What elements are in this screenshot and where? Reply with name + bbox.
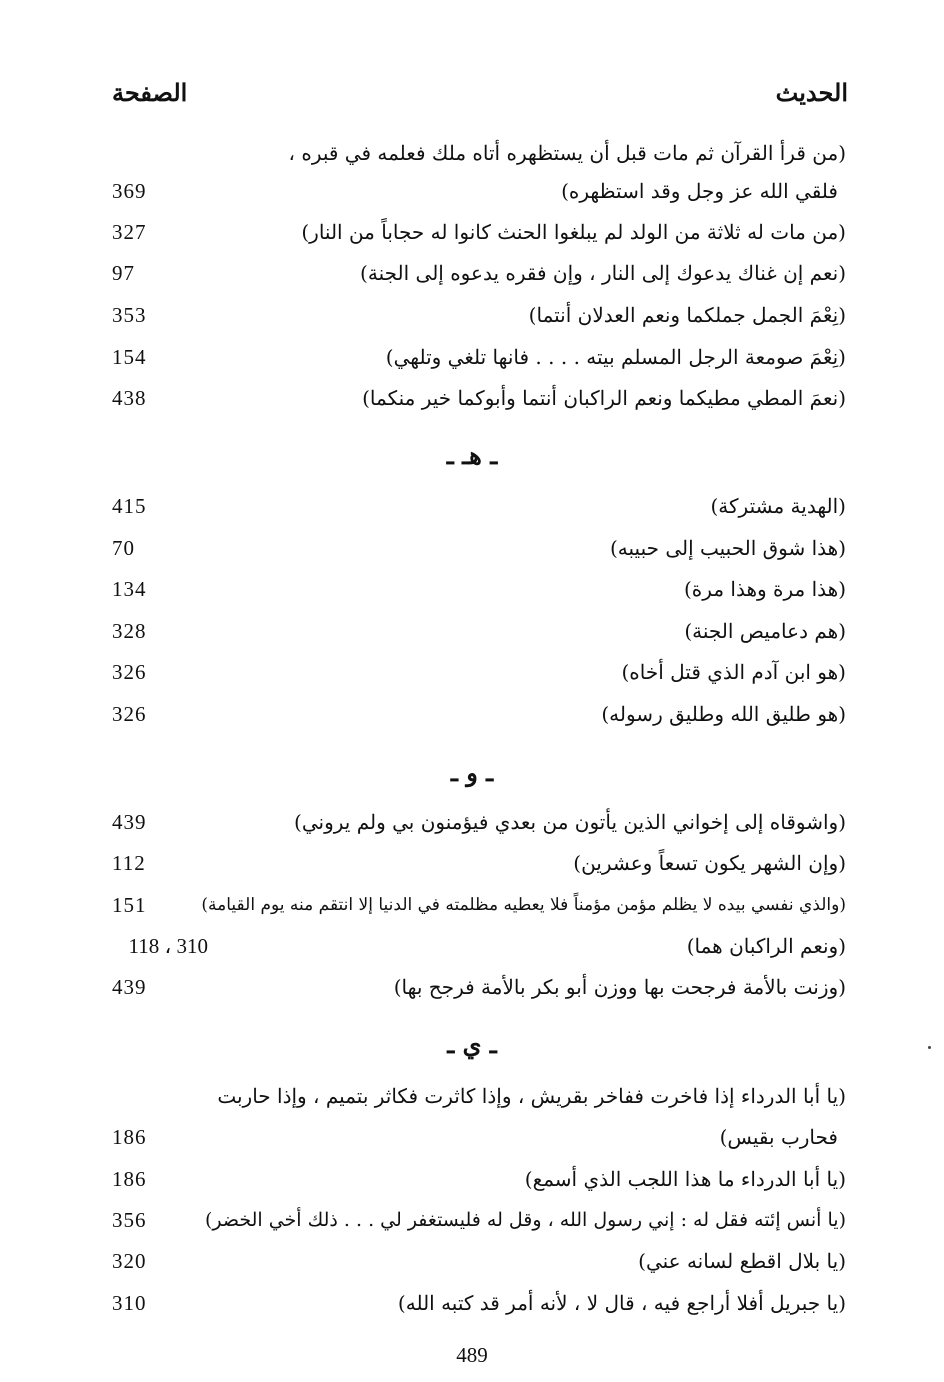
index-entry: [0, 1241, 944, 1281]
index-entry: [0, 486, 944, 526]
page-ref: 439: [112, 810, 147, 834]
index-entry: [0, 652, 944, 692]
page-ref: 97: [112, 261, 135, 285]
index-entry: [0, 1117, 944, 1157]
page-ref: 326: [112, 702, 147, 726]
hadith-text: (هذا مرة وهذا مرة): [684, 577, 846, 601]
page-ref: 320: [112, 1249, 147, 1273]
page-ref: 310 ، 118: [128, 934, 208, 958]
hadith-text: (وإن الشهر يكون تسعاً وعشرين): [573, 851, 846, 875]
page-ref: 369: [112, 179, 147, 203]
index-entry: [0, 1200, 944, 1240]
index-entry: [0, 885, 944, 925]
hadith-text: (يا جبريل أفلا أراجع فيه ، قال لا ، لأنه أمر قد كتبه الله): [397, 1291, 846, 1315]
hadith-text: (نِعْمَ الجمل جملكما ونعم العدلان أنتما): [528, 303, 846, 327]
index-entry: [0, 253, 944, 293]
column-header-page: الصفحة: [112, 78, 188, 107]
hadith-text: (هو طليق الله وطليق رسوله): [601, 702, 846, 726]
page-ref: 112: [112, 851, 146, 875]
hadith-text: (يا بلال اقطع لسانه عني): [638, 1249, 846, 1273]
index-entry: [0, 1076, 944, 1116]
page-ref: 326: [112, 660, 147, 684]
index-entry: [0, 967, 944, 1007]
page-ref: 328: [112, 619, 147, 643]
index-entry: [0, 843, 944, 883]
index-entry: [0, 133, 944, 173]
hadith-text: (من مات له ثلاثة من الولد لم يبلغوا الحنث كانوا له حجاباً من النار): [301, 220, 846, 244]
hadith-text: (نعم إن غناك يدعوك إلى النار ، وإن فقره يدعوه إلى الجنة): [360, 261, 846, 285]
hadith-text: (واشوقاه إلى إخواني الذين يأتون من بعدي فيؤمنون بي ولم يروني): [294, 810, 846, 834]
page-ref: 154: [112, 345, 147, 369]
hadith-text: (هم دعاميص الجنة): [684, 619, 846, 643]
section-heading-waw: ـ و ـ: [450, 758, 494, 787]
index-entry: [0, 569, 944, 609]
page-ref: 438: [112, 386, 147, 410]
page-ref: 353: [112, 303, 147, 327]
page-number: 489: [456, 1343, 488, 1367]
index-entry: [0, 378, 944, 418]
section-heading-ya: ـ ي ـ: [447, 1030, 497, 1059]
hadith-text: (من قرأ القرآن ثم مات قبل أن يستظهره أتاه ملك فعلمه في قبره ،: [288, 141, 846, 165]
page-ref: 151: [112, 893, 147, 917]
hadith-text: (يا أنس إئته فقل له : إني رسول الله ، وقل له فليستغفر لي . . . ذلك أخي الخضر): [204, 1209, 846, 1231]
section-heading-heh: ـ هـ ـ: [446, 441, 498, 470]
index-entry: [0, 694, 944, 734]
hadith-text: فلقي الله عز وجل وقد استظهره): [561, 179, 838, 203]
page-ref: 356: [112, 1208, 147, 1232]
hadith-text: (هو ابن آدم الذي قتل أخاه): [621, 660, 846, 684]
page-ref: 186: [112, 1125, 147, 1149]
hadith-text: (يا أبا الدرداء إذا فاخرت ففاخر بقريش ، وإذا كاثرت فكاثر بتميم ، وإذا حاربت: [217, 1084, 846, 1108]
hadith-text: (والذي نفسي بيده لا يظلم مؤمن مؤمناً فلا يعطيه مظلمته في الدنيا إلا انتقم منه يوم القيامة): [201, 895, 846, 915]
hadith-text: (هذا شوق الحبيب إلى حبيبه): [609, 536, 846, 560]
hadith-text: (نِعْمَ صومعة الرجل المسلم بيته . . . . فانها تلغي وتلهي): [385, 345, 846, 369]
index-entry: [0, 295, 944, 335]
index-entry: [0, 337, 944, 377]
column-header-hadith: الحديث: [775, 78, 848, 107]
page-ref: 186: [112, 1167, 147, 1191]
hadith-text: (الهدية مشتركة): [710, 494, 846, 518]
index-entry: [0, 802, 944, 842]
page-ref: 327: [112, 220, 147, 244]
index-entry: [0, 171, 944, 211]
index-entry: [0, 528, 944, 568]
hadith-text: (نعمَ المطي مطيكما ونعم الراكبان أنتما وأبوكما خير منكما): [362, 386, 846, 410]
page-ref: 134: [112, 577, 147, 601]
index-entry: [0, 1283, 944, 1323]
hadith-text: فحارب بقيس): [719, 1125, 838, 1149]
hadith-text: (وزنت بالأمة فرجحت بها ووزن أبو بكر بالأمة فرجح بها): [393, 975, 846, 999]
index-entry: [0, 212, 944, 252]
index-entry: [0, 926, 944, 966]
scan-speck: [928, 1046, 931, 1049]
index-entry: [0, 1159, 944, 1199]
index-entry: [0, 611, 944, 651]
hadith-text: (ونعم الراكبان هما): [686, 934, 846, 958]
page-ref: 310: [112, 1291, 147, 1315]
page-ref: 70: [112, 536, 135, 560]
page-ref: 439: [112, 975, 147, 999]
page-ref: 415: [112, 494, 147, 518]
hadith-text: (يا أبا الدرداء ما هذا اللجب الذي أسمع): [524, 1167, 846, 1191]
